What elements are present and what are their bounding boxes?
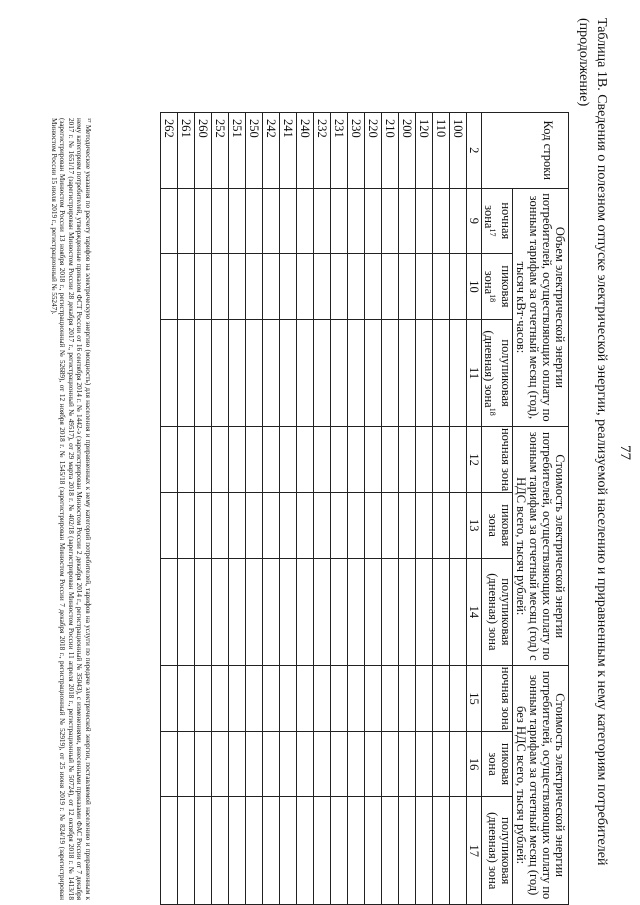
empty-cell <box>160 319 177 426</box>
empty-cell <box>381 492 398 558</box>
empty-cell <box>296 797 313 905</box>
empty-cell <box>313 492 330 558</box>
empty-cell <box>449 731 466 797</box>
empty-cell <box>330 558 347 665</box>
column-number: 16 <box>466 731 481 797</box>
empty-cell <box>364 427 381 493</box>
footnote: ¹⁷ Методические указания по расчету тарифов на электрическую энергию (мощность) для населения и приравненных к нему категорий потребителей, тарифов на услуги по передаче электрической энергии, поставляемой населению и приравненным к нему категориям потребителей, утвержденные приказом ФСТ России от 16 сентября 2014 г. № 1442-э (зарегистрирован Минюстом России 2 декабря 2014 г., регистрационный № 35043), с изменениями, внесенными приказами ФАС России от 7 декабря 2017 г. № 1651/17 (зарегистрирован Минюстом России 28 декабря 2017 г., регистрационный № 49517), от 29 марта 2018 г. № 402/18 (зарегистрирован Минюстом России 11 апреля 2018 г., регистрационный № 50724), от 12 октября 2018 г. № 1413/18 (зарегистрирован Минюстом России 13 ноября 2018 г., регистрационный № 52689), от 12 ноября 2018 г. № 1545/18 (зарегистрирован Минюстом России 7 декабря 2018 г., регистрационный № 52919), от 25 июня 2019 г. № 824/19 (зарегистрирован Минюстом России 15 июля 2019 г., регистрационный № 55247). <box>49 118 92 900</box>
empty-cell <box>211 427 228 493</box>
table-row <box>262 113 279 905</box>
empty-cell <box>364 188 381 254</box>
empty-cell <box>381 188 398 254</box>
empty-cell <box>279 319 296 426</box>
row-code: 240 <box>296 113 313 189</box>
empty-cell <box>262 558 279 665</box>
row-code: 230 <box>347 113 364 189</box>
empty-cell <box>194 666 211 732</box>
empty-cell <box>381 666 398 732</box>
column-number: 2 <box>466 113 481 189</box>
empty-cell <box>177 492 194 558</box>
empty-cell <box>228 427 245 493</box>
column-number: 9 <box>466 188 481 254</box>
empty-cell <box>381 427 398 493</box>
empty-cell <box>432 188 449 254</box>
empty-cell <box>228 731 245 797</box>
empty-cell <box>432 731 449 797</box>
empty-cell <box>245 797 262 905</box>
empty-cell <box>211 731 228 797</box>
sub-header: пиковая зона$^{18}$ <box>481 254 512 320</box>
empty-cell <box>347 254 364 320</box>
row-code: 242 <box>262 113 279 189</box>
empty-cell <box>313 797 330 905</box>
empty-cell <box>364 492 381 558</box>
page-number: 77 <box>617 445 633 460</box>
empty-cell <box>415 558 432 665</box>
empty-cell <box>449 558 466 665</box>
empty-cell <box>364 319 381 426</box>
empty-cell <box>432 492 449 558</box>
empty-cell <box>194 731 211 797</box>
empty-cell <box>330 797 347 905</box>
empty-cell <box>262 797 279 905</box>
empty-cell <box>228 558 245 665</box>
empty-cell <box>279 188 296 254</box>
empty-cell <box>347 558 364 665</box>
row-code: 110 <box>432 113 449 189</box>
empty-cell <box>415 492 432 558</box>
empty-cell <box>262 319 279 426</box>
empty-cell <box>330 254 347 320</box>
empty-cell <box>177 666 194 732</box>
sub-header: полупиковая (дневная) зона$^{18}$ <box>481 319 512 426</box>
empty-cell <box>330 319 347 426</box>
empty-cell <box>279 797 296 905</box>
sub-header: полупиковая (дневная) зона <box>481 558 512 665</box>
empty-cell <box>160 666 177 732</box>
empty-cell <box>194 558 211 665</box>
empty-cell <box>228 319 245 426</box>
empty-cell <box>160 797 177 905</box>
empty-cell <box>398 558 415 665</box>
table-row <box>245 113 262 905</box>
empty-cell <box>177 558 194 665</box>
row-code: 252 <box>211 113 228 189</box>
empty-cell <box>194 797 211 905</box>
row-code: 262 <box>160 113 177 189</box>
table-row <box>313 113 330 905</box>
empty-cell <box>330 427 347 493</box>
empty-cell <box>160 188 177 254</box>
empty-cell <box>194 188 211 254</box>
empty-cell <box>449 319 466 426</box>
empty-cell <box>279 492 296 558</box>
empty-cell <box>177 254 194 320</box>
empty-cell <box>398 797 415 905</box>
empty-cell <box>330 731 347 797</box>
empty-cell <box>347 492 364 558</box>
empty-cell <box>177 427 194 493</box>
sub-header: ночная зона <box>481 427 512 493</box>
row-code: 241 <box>279 113 296 189</box>
empty-cell <box>296 666 313 732</box>
empty-cell <box>398 188 415 254</box>
empty-cell <box>262 427 279 493</box>
empty-cell <box>211 797 228 905</box>
sub-header: пиковая зона <box>481 731 512 797</box>
empty-cell <box>415 254 432 320</box>
table-title-continued: (продолжение) <box>576 18 591 107</box>
row-code: 120 <box>415 113 432 189</box>
data-table <box>160 112 569 905</box>
empty-cell <box>398 254 415 320</box>
empty-cell <box>330 492 347 558</box>
table-row <box>347 113 364 905</box>
empty-cell <box>432 319 449 426</box>
empty-cell <box>347 319 364 426</box>
empty-cell <box>296 731 313 797</box>
empty-cell <box>398 427 415 493</box>
empty-cell <box>432 427 449 493</box>
empty-cell <box>415 427 432 493</box>
empty-cell <box>296 188 313 254</box>
empty-cell <box>398 666 415 732</box>
empty-cell <box>415 797 432 905</box>
column-number: 15 <box>466 666 481 732</box>
empty-cell <box>398 731 415 797</box>
empty-cell <box>296 319 313 426</box>
empty-cell <box>160 492 177 558</box>
table-row <box>398 113 415 905</box>
empty-cell <box>415 666 432 732</box>
table-row <box>330 113 347 905</box>
empty-cell <box>364 797 381 905</box>
table-row <box>228 113 245 905</box>
column-number: 14 <box>466 558 481 665</box>
empty-cell <box>330 666 347 732</box>
empty-cell <box>381 797 398 905</box>
empty-cell <box>177 797 194 905</box>
empty-cell <box>245 319 262 426</box>
row-code: 260 <box>194 113 211 189</box>
table-row <box>177 113 194 905</box>
empty-cell <box>194 319 211 426</box>
empty-cell <box>262 666 279 732</box>
empty-cell <box>228 188 245 254</box>
empty-cell <box>160 254 177 320</box>
empty-cell <box>381 254 398 320</box>
empty-cell <box>449 492 466 558</box>
empty-cell <box>449 666 466 732</box>
empty-cell <box>449 188 466 254</box>
empty-cell <box>296 492 313 558</box>
empty-cell <box>177 319 194 426</box>
table-row <box>364 113 381 905</box>
sub-header: пиковая зона <box>481 492 512 558</box>
empty-cell <box>211 558 228 665</box>
empty-cell <box>313 188 330 254</box>
empty-cell <box>160 731 177 797</box>
empty-cell <box>177 731 194 797</box>
empty-cell <box>381 319 398 426</box>
row-code: 210 <box>381 113 398 189</box>
empty-cell <box>228 492 245 558</box>
empty-cell <box>245 427 262 493</box>
empty-cell <box>415 188 432 254</box>
empty-cell <box>330 188 347 254</box>
empty-cell <box>313 558 330 665</box>
sub-header: ночная зона <box>481 666 512 732</box>
group-header-volume: Объем электрической энергии потребителей, осуществляющих оплату по зонным тарифам за отчетный месяц (год), тысяч кВт·часов: <box>513 188 569 427</box>
table-row <box>194 113 211 905</box>
empty-cell <box>432 558 449 665</box>
empty-cell <box>449 797 466 905</box>
empty-cell <box>245 558 262 665</box>
empty-cell <box>245 666 262 732</box>
table-row <box>415 113 432 905</box>
empty-cell <box>432 254 449 320</box>
empty-cell <box>398 319 415 426</box>
empty-cell <box>347 731 364 797</box>
row-code: 251 <box>228 113 245 189</box>
empty-cell <box>279 558 296 665</box>
empty-cell <box>279 731 296 797</box>
empty-cell <box>245 188 262 254</box>
table-row <box>381 113 398 905</box>
empty-cell <box>364 666 381 732</box>
table-title: Таблица 1В. Сведения о полезном отпуске электрической энергии, реализуемой населению и приравненным к нему категориям потребителей <box>594 18 609 866</box>
empty-cell <box>347 427 364 493</box>
empty-cell <box>296 558 313 665</box>
empty-cell <box>228 254 245 320</box>
column-number: 12 <box>466 427 481 493</box>
empty-cell <box>364 254 381 320</box>
row-code: 200 <box>398 113 415 189</box>
row-code: 232 <box>313 113 330 189</box>
empty-cell <box>449 427 466 493</box>
sub-header: ночная зона$^{17}$ <box>481 188 512 254</box>
empty-cell <box>211 492 228 558</box>
empty-cell <box>211 188 228 254</box>
empty-cell <box>313 731 330 797</box>
empty-cell <box>313 666 330 732</box>
empty-cell <box>279 254 296 320</box>
column-number: 17 <box>466 797 481 905</box>
sub-header: полупиковая (дневная) зона <box>481 797 512 905</box>
row-code: 220 <box>364 113 381 189</box>
column-number: 11 <box>466 319 481 426</box>
row-code: 261 <box>177 113 194 189</box>
empty-cell <box>347 797 364 905</box>
empty-cell <box>160 558 177 665</box>
empty-cell <box>262 188 279 254</box>
empty-cell <box>160 427 177 493</box>
empty-cell <box>313 319 330 426</box>
empty-cell <box>398 492 415 558</box>
empty-cell <box>194 254 211 320</box>
empty-cell <box>381 731 398 797</box>
row-code: 250 <box>245 113 262 189</box>
empty-cell <box>211 666 228 732</box>
empty-cell <box>262 731 279 797</box>
empty-cell <box>347 666 364 732</box>
empty-cell <box>245 254 262 320</box>
table-row <box>449 113 466 905</box>
row-code: 100 <box>449 113 466 189</box>
table-row <box>296 113 313 905</box>
empty-cell <box>415 319 432 426</box>
empty-cell <box>245 492 262 558</box>
column-number: 10 <box>466 254 481 320</box>
empty-cell <box>381 558 398 665</box>
empty-cell <box>177 188 194 254</box>
empty-cell <box>262 254 279 320</box>
empty-cell <box>228 797 245 905</box>
empty-cell <box>228 666 245 732</box>
row-code: 231 <box>330 113 347 189</box>
empty-cell <box>432 797 449 905</box>
empty-cell <box>279 427 296 493</box>
table-row <box>279 113 296 905</box>
empty-cell <box>194 427 211 493</box>
empty-cell <box>347 188 364 254</box>
table-row <box>160 113 177 905</box>
column-number: 13 <box>466 492 481 558</box>
empty-cell <box>415 731 432 797</box>
empty-cell <box>279 666 296 732</box>
empty-cell <box>432 666 449 732</box>
empty-cell <box>296 427 313 493</box>
group-header-cost-with-vat: Стоимость электрической энергии потребителей, осуществляющих оплату по зонным тарифам за отчетный месяц (год) с НДС всего, тысяч рублей: <box>513 427 569 666</box>
empty-cell <box>313 254 330 320</box>
empty-cell <box>262 492 279 558</box>
group-header-cost-without-vat: Стоимость электрической энергии потребителей, осуществляющих оплату по зонным тарифам за отчетный месяц (год) без НДС всего, тысяч рублей: <box>513 666 569 905</box>
code-header: Код строки <box>481 113 568 189</box>
empty-cell <box>194 492 211 558</box>
empty-cell <box>296 254 313 320</box>
empty-cell <box>211 254 228 320</box>
empty-cell <box>364 731 381 797</box>
empty-cell <box>245 731 262 797</box>
empty-cell <box>211 319 228 426</box>
empty-cell <box>313 427 330 493</box>
empty-cell <box>449 254 466 320</box>
empty-cell <box>364 558 381 665</box>
table-row <box>432 113 449 905</box>
table-row <box>211 113 228 905</box>
